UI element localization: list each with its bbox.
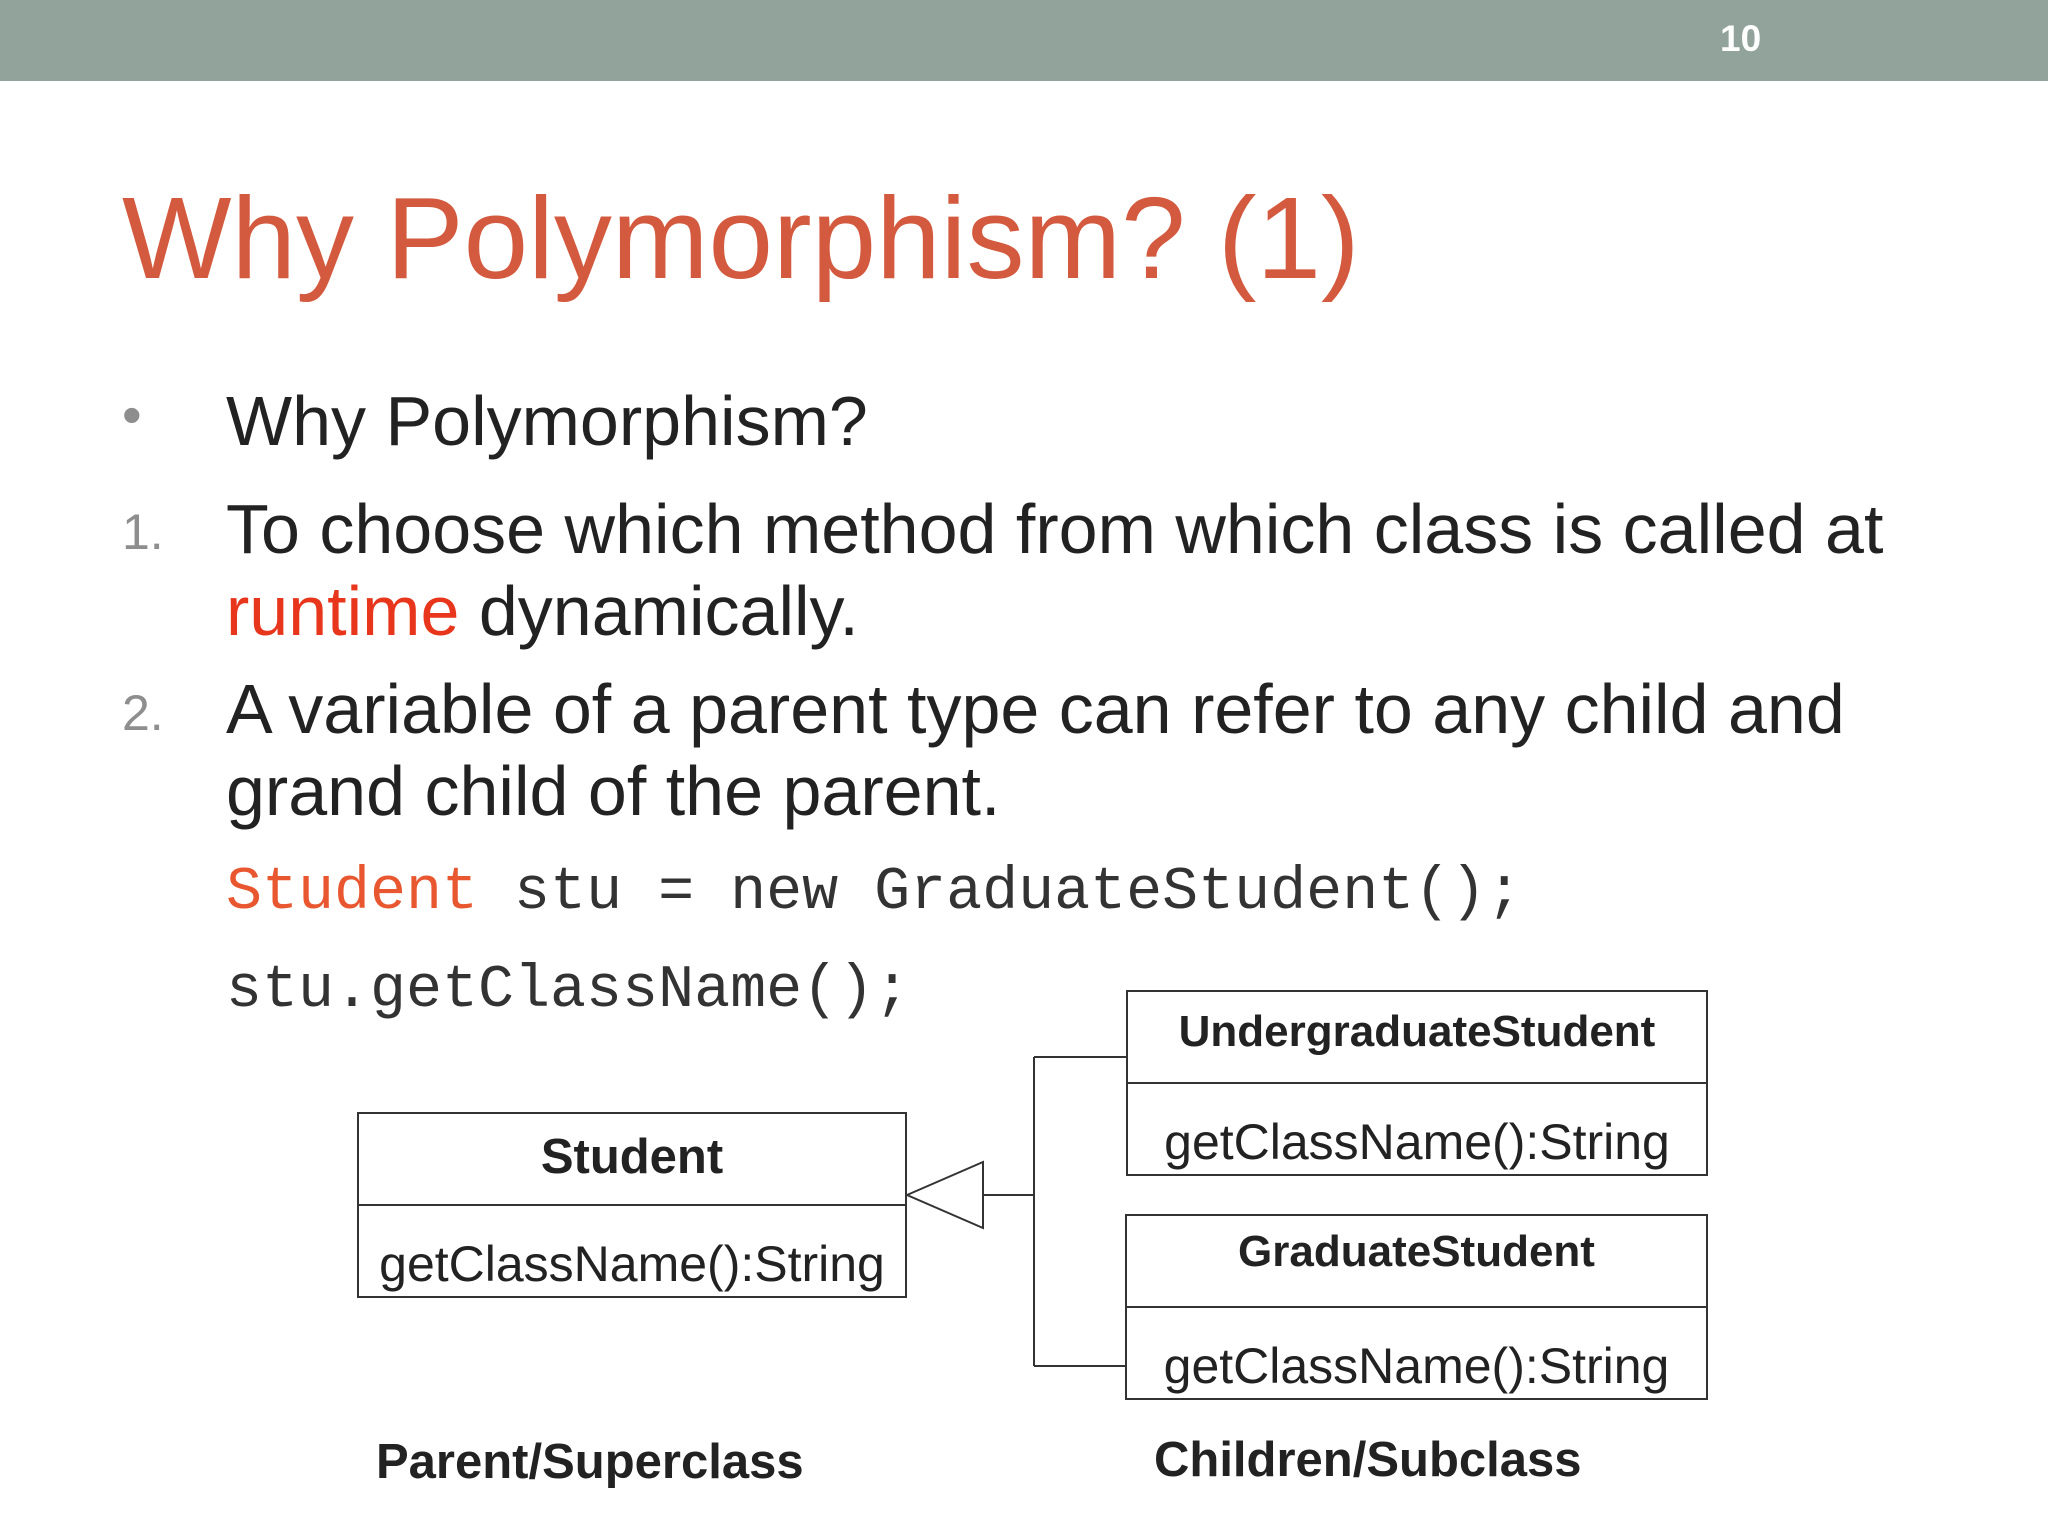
item2-line1: A variable of a parent type can refer to any child and [226,670,1845,748]
runtime-highlight: runtime [226,572,460,650]
code-line-2: stu.getClassName(); [226,957,911,1025]
parent-caption: Parent/Superclass [376,1435,804,1489]
bullet-heading: Why Polymorphism? [226,382,868,460]
undergraduate-class-name: UndergraduateStudent [1178,1007,1656,1056]
item2-marker: 2. [122,685,164,741]
slide-title: Why Polymorphism? (1) [122,173,1360,303]
undergraduate-class-divider [1128,1082,1706,1084]
code-line-1-rest: stu = new GraduateStudent(); [478,859,1523,927]
code-type-keyword: Student [226,859,479,927]
slide-number: 10 [1720,18,1762,59]
graduate-class-divider [1127,1306,1706,1308]
graduate-class-name: GraduateStudent [1238,1227,1595,1276]
student-class-divider [359,1204,905,1206]
bullet-marker: • [122,383,142,446]
student-class-name: Student [540,1130,724,1184]
graduate-class-method: getClassName():String [1163,1338,1670,1394]
undergraduate-class-box [1126,990,1708,1176]
children-caption: Children/Subclass [1154,1433,1582,1487]
item1-marker: 1. [122,504,164,560]
item1-line1: To choose which method from which class is called at [226,490,1884,568]
graduate-class-box [1125,1214,1708,1400]
inheritance-arrow [907,1162,983,1228]
item1-line2-rest: dynamically. [459,572,859,650]
undergraduate-class-method: getClassName():String [1164,1114,1670,1170]
item2-line2: grand child of the parent. [226,752,1001,830]
student-class-box [357,1112,907,1298]
student-class-method: getClassName():String [379,1236,885,1292]
